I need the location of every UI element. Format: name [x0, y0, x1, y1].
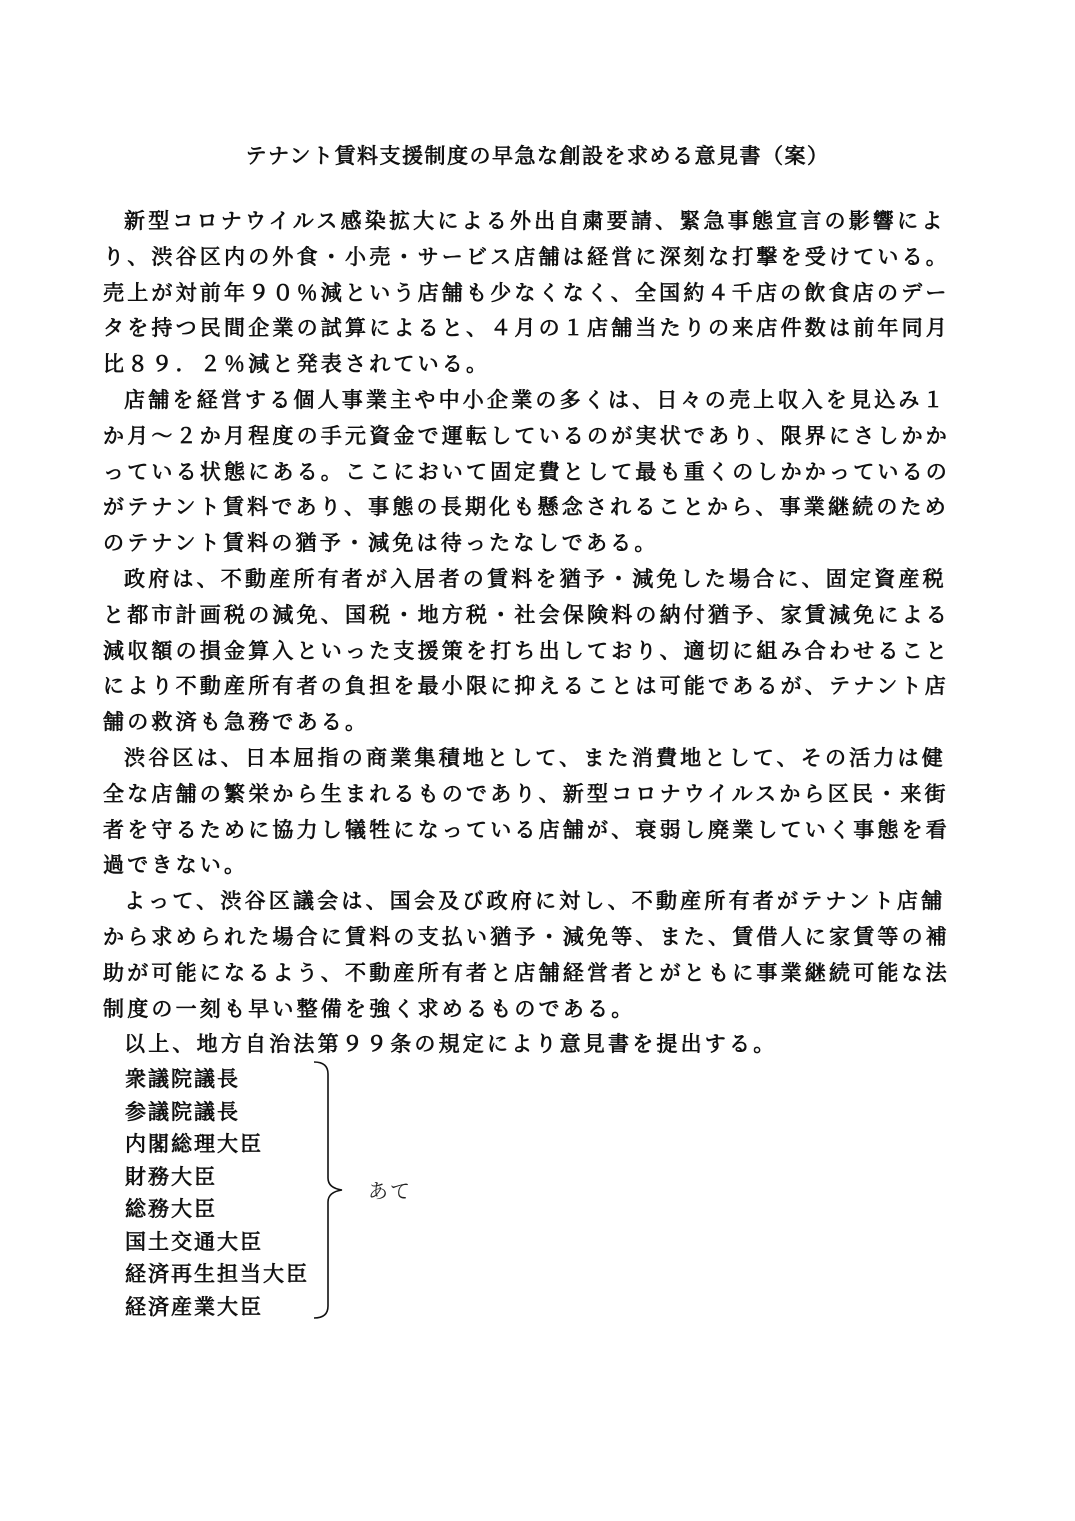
paragraph: 以上、地方自治法第９９条の規定により意見書を提出する。: [124, 1031, 778, 1057]
paragraph: 渋谷区は、日本屈指の商業集積地として、また消費地として、その活力は健全な店舗の繁栄から生まれるものであり、新型コロナウイルスから区民・来街者を守るために協力し犠牲になっている店舗が、衰弱し廃業していく事態を看過できない。: [103, 744, 950, 878]
recipient-item: 経済産業大臣: [125, 1293, 263, 1319]
recipient-item: 経済再生担当大臣: [125, 1261, 309, 1286]
addressed-to-label: あて: [368, 1179, 412, 1203]
recipient-brace: [312, 1060, 372, 1320]
recipient-item: 参議院議長: [125, 1098, 240, 1124]
document-title: テナント賃料支援制度の早急な創設を求める意見書（案）: [245, 143, 830, 168]
paragraph: よって、渋谷区議会は、国会及び政府に対し、不動産所有者がテナント店舗から求められた場合に賃料の支払い猶予・減免等、また、賃借人に家賃等の補助が可能になるよう、不動産所有者と店舗経営者とがともに事業継続可能な法制度の一刻も早い整備を強く求めるものである。: [103, 888, 950, 1021]
paragraph: 政府は、不動産所有者が入居者の賃料を猶予・減免した場合に、固定資産税と都市計画税の減免、国税・地方税・社会保険料の納付猶予、家賃減免による減収額の損金算入といった支援策を打ち出しており、適切に組み合わせることにより不動産所有者の負担を最小限に抑えることは可能であるが、テナント店舗の救済も急務である。: [103, 565, 950, 735]
recipient-list: [125, 1063, 309, 1323]
recipient-item: 国土交通大臣: [125, 1228, 263, 1254]
document-body: [103, 203, 958, 1062]
recipient-item: 衆議院議長: [125, 1066, 240, 1091]
recipient-item: 内閣総理大臣: [125, 1131, 263, 1156]
paragraph: 店舗を経営する個人事業主や中小企業の多くは、日々の売上収入を見込み１か月～２か月程度の手元資金で運転しているのが実状であり、限界にさしかかっている状態にある。ここにおいて固定費として最も重くのしかかっているのがテナント賃料であり、事態の長期化も懸念されることから、事業継続のためのテナント賃料の猶予・減免は待ったなしである。: [103, 386, 950, 556]
recipient-item: 総務大臣: [125, 1196, 217, 1221]
paragraph: 新型コロナウイルス感染拡大による外出自粛要請、緊急事態宣言の影響により、渋谷区内の外食・小売・サービス店舗は経営に深刻な打撃を受けている。売上が対前年９０％減という店舗も少なくなく、全国約４千店の飲食店のデータを持つ民間企業の試算によると、４月の１店舗当たりの来店件数は前年同月比８９．２％減と発表されている。: [103, 208, 950, 377]
recipient-item: 財務大臣: [125, 1163, 217, 1189]
